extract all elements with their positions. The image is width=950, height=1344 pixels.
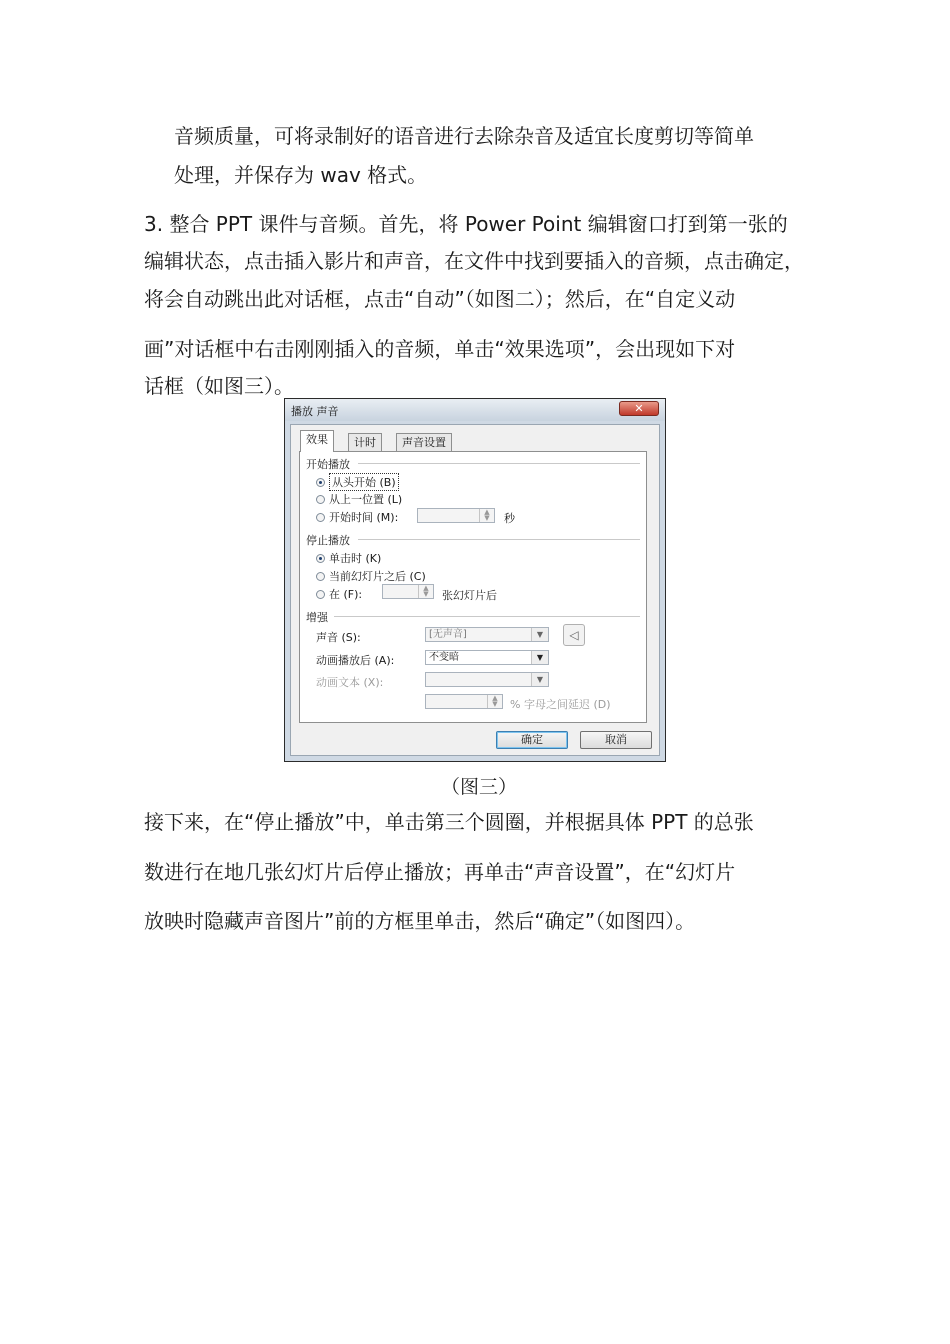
speaker-icon[interactable]: ◁: [563, 624, 585, 646]
body-text-line: 画”对话框中右击刚刚插入的音频，单击“效果选项”，会出现如下对: [144, 337, 736, 361]
body-text-line: 数进行在地几张幻灯片后停止播放；再单击“声音设置”，在“幻灯片: [144, 860, 736, 884]
radio-start-time[interactable]: 开始时间 (M):: [316, 509, 398, 525]
radio-icon: [316, 590, 325, 599]
divider: [358, 539, 640, 540]
radio-from-last-position[interactable]: 从上一位置 (L): [316, 491, 402, 507]
slides-count-input[interactable]: [382, 584, 434, 599]
dialog-titlebar[interactable]: [285, 399, 665, 421]
divider: [358, 463, 640, 464]
figure-caption: （图三）: [441, 776, 518, 798]
spinner-icon: ▲ ▼: [487, 695, 502, 708]
body-text-line: 处理，并保存为 wav 格式。: [174, 163, 428, 187]
body-text-line: 将会自动跳出此对话框，点击“自动”（如图二）；然后，在“自定义动: [144, 287, 736, 311]
chevron-down-icon[interactable]: ▼: [531, 651, 548, 664]
letter-delay-label: % 字母之间延迟 (D): [510, 698, 611, 711]
radio-icon: [316, 513, 325, 522]
radio-icon: [316, 572, 325, 581]
body-text-line: 话框（如图三）。: [144, 374, 294, 398]
enhance-group-label: 增强: [306, 611, 328, 624]
spinner-icon[interactable]: ▲ ▼: [479, 509, 494, 522]
radio-from-beginning[interactable]: 从头开始 (B): [316, 473, 399, 491]
body-text-line: 编辑状态，点击插入影片和声音，在文件中找到要插入的音频，点击确定，: [144, 249, 804, 273]
effect-panel: [299, 451, 647, 723]
sound-label: 声音 (S):: [316, 631, 361, 644]
divider: [334, 616, 640, 617]
stop-group-label: 停止播放: [306, 534, 350, 547]
chevron-down-icon: ▼: [531, 673, 548, 686]
tab-sound-settings[interactable]: 声音设置: [396, 433, 452, 451]
radio-after-current-slide[interactable]: 当前幻灯片之后 (C): [316, 568, 426, 584]
animate-text-select: [425, 672, 549, 687]
seconds-label: 秒: [504, 512, 515, 525]
body-text-line: 放映时隐藏声音图片”前的方框里单击，然后“确定”（如图四）。: [144, 909, 696, 933]
radio-icon: [316, 478, 325, 487]
slides-after-label: 张幻灯片后: [442, 589, 497, 602]
dialog-title: 播放 声音: [291, 405, 339, 418]
radio-icon: [316, 554, 325, 563]
body-text-line: 音频质量，可将录制好的语音进行去除杂音及适宜长度剪切等简单: [174, 124, 754, 148]
radio-on-click[interactable]: 单击时 (K): [316, 550, 381, 566]
spinner-icon[interactable]: ▲ ▼: [418, 585, 433, 598]
ok-button[interactable]: 确定: [496, 731, 568, 749]
chevron-down-icon[interactable]: ▼: [531, 628, 548, 641]
letter-delay-input: [425, 694, 503, 709]
after-animation-label: 动画播放后 (A):: [316, 654, 395, 667]
body-text-line: 3. 整合 PPT 课件与音频。首先，将 Power Point 编辑窗口打到第一张的: [144, 212, 788, 236]
dialog-client: [290, 424, 660, 756]
close-icon[interactable]: ✕: [619, 401, 659, 416]
tab-timing[interactable]: 计时: [348, 433, 382, 451]
after-animation-select[interactable]: 不变暗 ▼: [425, 650, 549, 665]
animate-text-label: 动画文本 (X):: [316, 676, 384, 689]
radio-icon: [316, 495, 325, 504]
sound-select[interactable]: [无声音] ▼: [425, 627, 549, 642]
start-time-input[interactable]: [417, 508, 495, 523]
cancel-button[interactable]: 取消: [580, 731, 652, 749]
body-text-line: 接下来，在“停止播放”中，单击第三个圆圈，并根据具体 PPT 的总张: [144, 810, 754, 834]
tab-effect[interactable]: 效果: [300, 430, 334, 452]
start-group-label: 开始播放: [306, 458, 350, 471]
radio-after-slides[interactable]: 在 (F):: [316, 586, 362, 602]
play-sound-dialog: [284, 398, 666, 762]
